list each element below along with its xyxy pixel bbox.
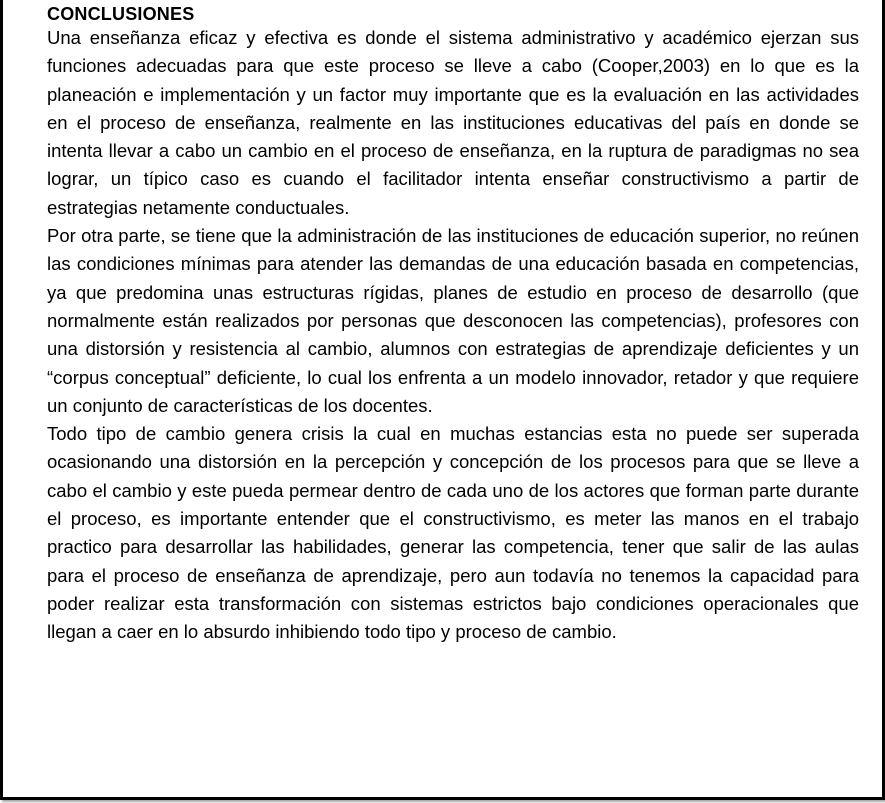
document-body (47, 4, 859, 647)
paragraph-1: Una enseñanza eficaz y efectiva es donde el sistema administrativo y académico ejerzan sus funciones adecuadas para que este proceso se lleve a cabo (Cooper,2003) en lo que es la planeación e implementación y un factor muy importante que es la evaluación en las actividades en el proceso de enseñanza, realmente en las instituciones educativas del país en donde se intenta llevar a cabo un cambio en el proceso de enseñanza, en la ruptura de paradigmas no sea lograr, un típico caso es cuando el facilitador intenta enseñar constructivismo a partir de estrategias netamente conductuales. (47, 27, 859, 218)
paragraph-2: Por otra parte, se tiene que la administración de las instituciones de educación superior, no reúnen las condiciones mínimas para atender las demandas de una educación basada en competencias, ya que predomina unas estructuras rígidas, planes de estudio en proceso de desarrollo (que normalmente están realizados por personas que desconocen las competencias), profesores con una distorsión y resistencia al cambio, alumnos con estrategias de aprendizaje deficientes y un “corpus conceptual” deficiente, lo cual los enfrenta a un modelo innovador, retador y que requiere un conjunto de características de los docentes. (47, 225, 859, 416)
section-heading: CONCLUSIONES (47, 4, 195, 24)
paragraph-3: Todo tipo de cambio genera crisis la cual en muchas estancias esta no puede ser superada ocasionando una distorsión en la percepción y concepción de los procesos para que se lleve a cabo el cambio y este pueda permear dentro de cada uno de los actores que forman parte durante el proceso, es importante entender que el constructivismo, es meter las manos en el trabajo practico para desarrollar las habilidades, generar las competencia, tener que salir de las aulas para el proceso de enseñanza de aprendizaje, pero aun todavía no tenemos la capacidad para poder realizar esta transformación con sistemas estrictos bajo condiciones operacionales que llegan a caer en lo absurdo inhibiendo todo tipo y proceso de cambio. (47, 423, 859, 643)
